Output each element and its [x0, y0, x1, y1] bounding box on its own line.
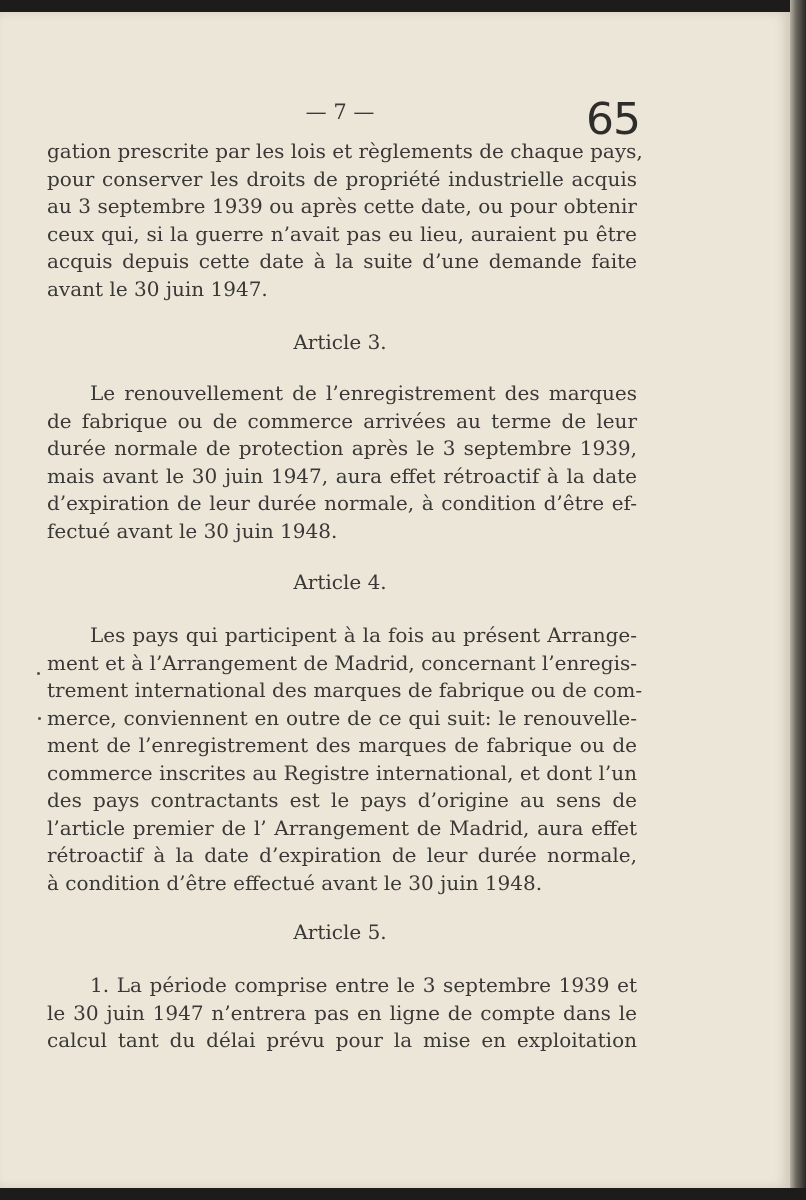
text-line: rétroactif à la date d’expiration de leur durée normale, [47, 843, 637, 867]
text-line: 1. La période comprise entre le 3 septembre 1939 et [90, 973, 637, 997]
text-line: ment et à l’Arrangement de Madrid, concernant l’enregis- [47, 650, 637, 675]
text-line: Les pays qui participent à la fois au présent Arrange- [90, 623, 637, 647]
text-line: Le renouvellement de l’enregistrement des marques [90, 381, 637, 405]
text-line: ceux qui, si la guerre n’avait pas eu lieu, auraient pu être [47, 221, 637, 246]
paragraph-intro [47, 138, 643, 303]
text-line: des pays contractants est le pays d’origine au sens de [47, 788, 637, 812]
text-line: d’expiration de leur durée normale, à condition d’être ef- [47, 491, 637, 515]
page-edge-shadow [790, 0, 806, 1200]
document-page [0, 12, 790, 1188]
article-3-heading: Article 3. [293, 330, 387, 354]
text-line: gation prescrite par les lois et règlements de chaque pays, [47, 139, 643, 163]
text-line: acquis depuis cette date à la suite d’une demande faite [47, 249, 637, 273]
article-5-heading: Article 5. [293, 920, 387, 944]
article-4-heading: Article 4. [293, 570, 387, 594]
text-line: calcul tant du délai prévu pour la mise en exploitation [47, 1028, 637, 1052]
text-line: à condition d’être effectué avant le 30 juin 1948. [47, 870, 543, 895]
margin-speck [38, 717, 41, 720]
text-line: commerce inscrites au Registre international, et dont l’un [47, 760, 637, 785]
text-line: l’article premier de l’ Arrangement de Madrid, aura effet [47, 815, 637, 840]
article-4-body [47, 622, 643, 897]
article-5-body [47, 972, 637, 1055]
text-line: au 3 septembre 1939 ou après cette date, ou pour obtenir [47, 194, 637, 218]
text-line: merce, conviennent en outre de ce qui suit: le renouvelle- [47, 705, 637, 730]
text-line: pour conserver les droits de propriété industrielle acquis [47, 166, 637, 191]
text-line: durée normale de protection après le 3 septembre 1939, [47, 436, 637, 460]
text-line: fectué avant le 30 juin 1948. [47, 518, 338, 543]
text-line: le 30 juin 1947 n’entrera pas en ligne de compte dans le [47, 1000, 637, 1025]
scan-bottom-border [0, 1188, 806, 1200]
page-number-header: — 7 — [305, 100, 375, 124]
margin-speck [37, 672, 40, 675]
text-line: trement international des marques de fabrique ou de com- [47, 678, 643, 702]
text-line: ment de l’enregistrement des marques de fabrique ou de [47, 733, 637, 757]
text-line: mais avant le 30 juin 1947, aura effet rétroactif à la date [47, 463, 637, 488]
text-line: avant le 30 juin 1947. [47, 276, 268, 301]
article-3-body [47, 380, 637, 545]
stamp-page-number: 65 [586, 94, 640, 145]
text-line: de fabrique ou de commerce arrivées au terme de leur [47, 408, 637, 433]
